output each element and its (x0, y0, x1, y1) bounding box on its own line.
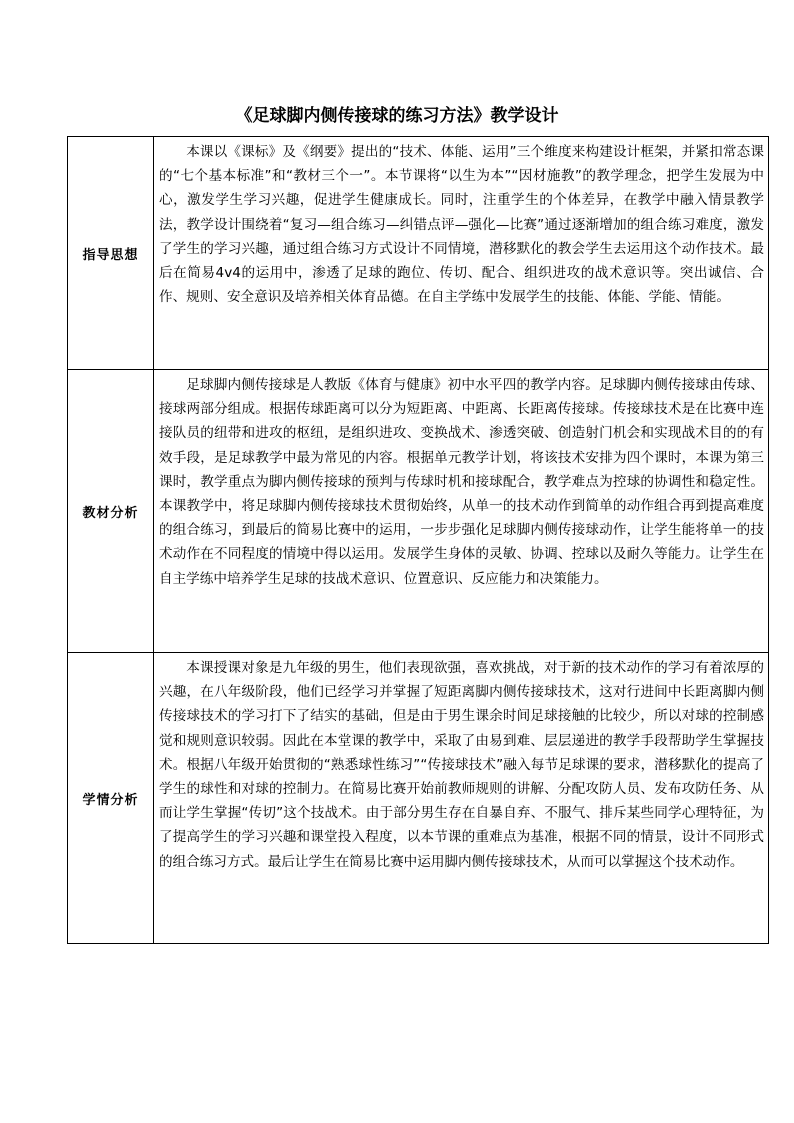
row-label-material-analysis: 教材分析 (68, 370, 154, 653)
row-label-student-analysis: 学情分析 (68, 653, 154, 944)
document-title: 《足球脚内侧传接球的练习方法》教学设计 (235, 106, 559, 126)
table-row-student-analysis (68, 653, 769, 944)
student-analysis-text: 本课授课对象是九年级的男生，他们表现欲强，喜欢挑战，对于新的技术动作的学习有着浓厚的兴趣，在八年级阶段，他们已经学习并掌握了短距离脚内侧传接球技术，这对行进间中长距离脚内侧传接球技术的学习打下了结实的基础，但是由于男生课余时间足球接触的比较少，所以对球的控制感觉和规则意识较弱。因此在本堂课的教学中，采取了由易到难、层层递进的教学手段帮助学生掌握技术。根据八年级开始贯彻的“熟悉球性练习”“传接球技术”融入每节足球课的要求，潜移默化的提高了学生的球性和对球的控制力。在简易比赛开始前教师规则的讲解、分配攻防人员、发布攻防任务、从而让学生掌握“传切”这个技战术。由于部分男生存在自暴自弃、不服气、排斥某些同学心理特征，为了提高学生的学习兴趣和课堂投入程度，以本节课的重难点为基准，根据不同的情景，设计不同形式的组合练习方式。最后让学生在简易比赛中运用脚内侧传接球技术，从而可以掌握这个技术动作。 (159, 660, 764, 870)
row-content-material-analysis (154, 370, 769, 653)
material-analysis-text: 足球脚内侧传接球是人教版《体育与健康》初中水平四的教学内容。足球脚内侧传接球由传球、接球两部分组成。根据传球距离可以分为短距离、中距离、长距离传接球。传接球技术是在比赛中连接队员的纽带和进攻的枢纽，是组织进攻、变换战术、渗透突破、创造射门机会和实现战术目的的有效手段，是足球教学中最为常见的内容。根据单元教学计划，将该技术安排为四个课时，本课为第三课时，教学重点为脚内侧传接球的预判与传球时机和接球配合，教学难点为控球的协调性和稳定性。本课教学中，将足球脚内侧传接球技术贯彻始终，从单一的技术动作到简单的动作组合再到提高难度的组合练习，到最后的简易比赛中的运用，一步步强化足球脚内侧传接球动作，让学生能将单一的技术动作在不同程度的情境中得以运用。发展学生身体的灵敏、协调、控球以及耐久等能力。让学生在自主学练中培养学生足球的技战术意识、位置意识、反应能力和决策能力。 (159, 377, 764, 587)
lesson-design-table (67, 136, 769, 944)
row-label-guiding-ideology: 指导思想 (68, 137, 154, 370)
row-content-student-analysis (154, 653, 769, 944)
guiding-ideology-text: 本课以《课标》及《纲要》提出的“技术、体能、运用”三个维度来构建设计框架，并紧扣常态课的“七个基本标准”和“教材三个一”。本节课将“以生为本”“因材施教”的教学理念，把学生发展为中心，激发学生学习兴趣，促进学生健康成长。同时，注重学生的个体差异，在教学中融入情景教学法，教学设计围绕着“复习—组合练习—纠错点评—强化—比赛”通过逐渐增加的组合练习难度，激发了学生的学习兴趣，通过组合练习方式设计不同情境，潜移默化的教会学生去运用这个动作技术。最后在简易4v4的运用中，渗透了足球的跑位、传切、配合、组织进攻的战术意识等。突出诚信、合作、规则、安全意识及培养相关体育品德。在自主学练中发展学生的技能、体能、学能、情能。 (159, 144, 764, 306)
table-row-material-analysis (68, 370, 769, 653)
table-row-guiding-ideology (68, 137, 769, 370)
row-content-guiding-ideology (154, 137, 769, 370)
